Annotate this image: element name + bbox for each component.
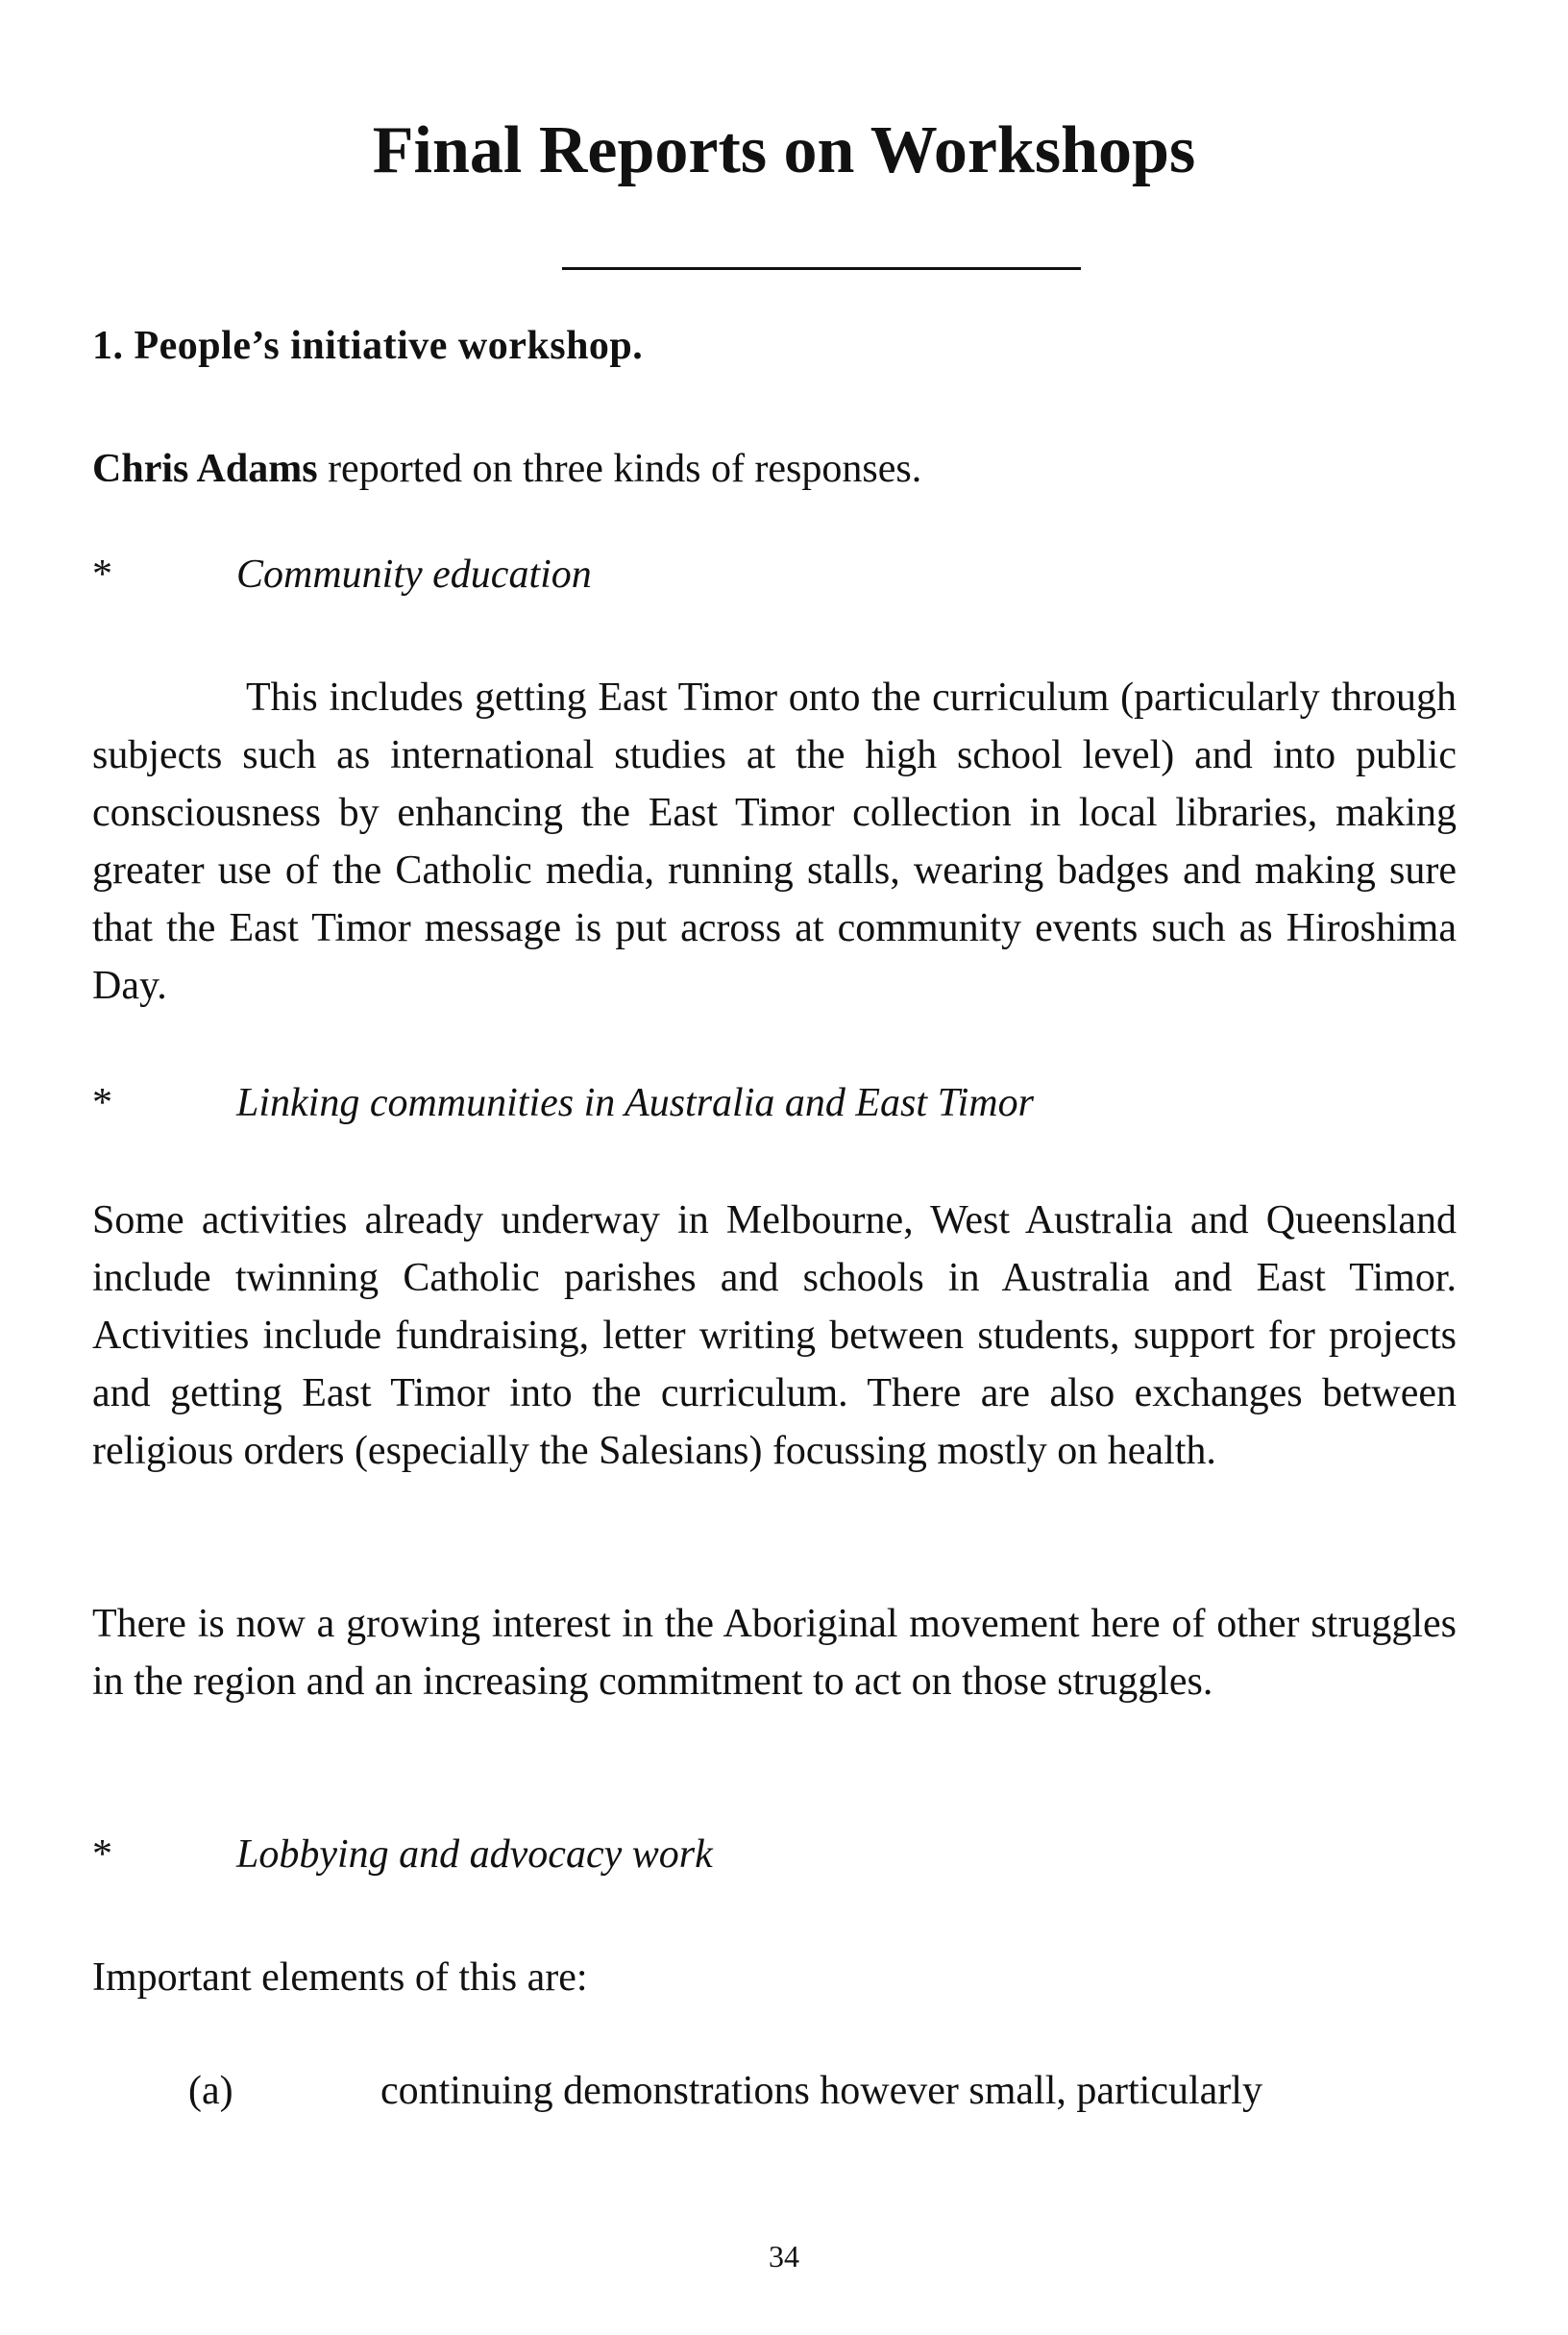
bullet-label: Community education — [236, 553, 592, 597]
list-item-a — [188, 2062, 1457, 2120]
bullet-label: Linking communities in Australia and East Timor — [236, 1081, 1034, 1125]
intro-paragraph — [92, 440, 1457, 498]
linking-paragraph-2: There is now a growing interest in the Aboriginal movement here of other struggles in the region and an increasing commitment to act on those struggles. — [92, 1602, 1457, 1704]
section-heading: 1. People’s initiative workshop. — [92, 324, 644, 368]
bullet-community-education — [92, 546, 1457, 603]
bullet-marker: * — [92, 1081, 112, 1125]
speaker-name: Chris Adams — [92, 447, 318, 491]
bullet-marker: * — [92, 553, 112, 597]
list-text: continuing demonstrations however small, particularly — [380, 2069, 1262, 2113]
linking-paragraph-1: Some activities already underway in Melbourne, West Australia and Queensland include twinning Catholic parishes and schools in Australia and East Timor. Activities include fundraising, letter writing between students, support for projects and getting East Timor into the curriculum. There are also exchanges between religious orders (especially the Salesians) focussing mostly on health. — [92, 1198, 1457, 1473]
title-divider — [562, 267, 1081, 270]
bullet-lobbying — [92, 1826, 1457, 1883]
bullet-marker: * — [92, 1832, 112, 1877]
community-education-paragraph: This includes getting East Timor onto the curriculum (particularly through subjects such as international studies at the high school level) and into public consciousness by enhancing the East Timor collection in local libraries, making greater use of the Catholic media, running stalls, wearing badges and making sure that the East Timor message is put across at community events such as Hiroshima Day. — [92, 676, 1457, 1008]
intro-text: reported on three kinds of responses. — [317, 447, 922, 491]
bullet-linking-communities — [92, 1074, 1457, 1132]
page-number: 34 — [769, 2239, 799, 2274]
bullet-label: Lobbying and advocacy work — [236, 1832, 713, 1877]
page-title: Final Reports on Workshops — [372, 113, 1196, 187]
lobbying-intro: Important elements of this are: — [92, 1955, 588, 2000]
list-marker: (a) — [188, 2069, 233, 2113]
